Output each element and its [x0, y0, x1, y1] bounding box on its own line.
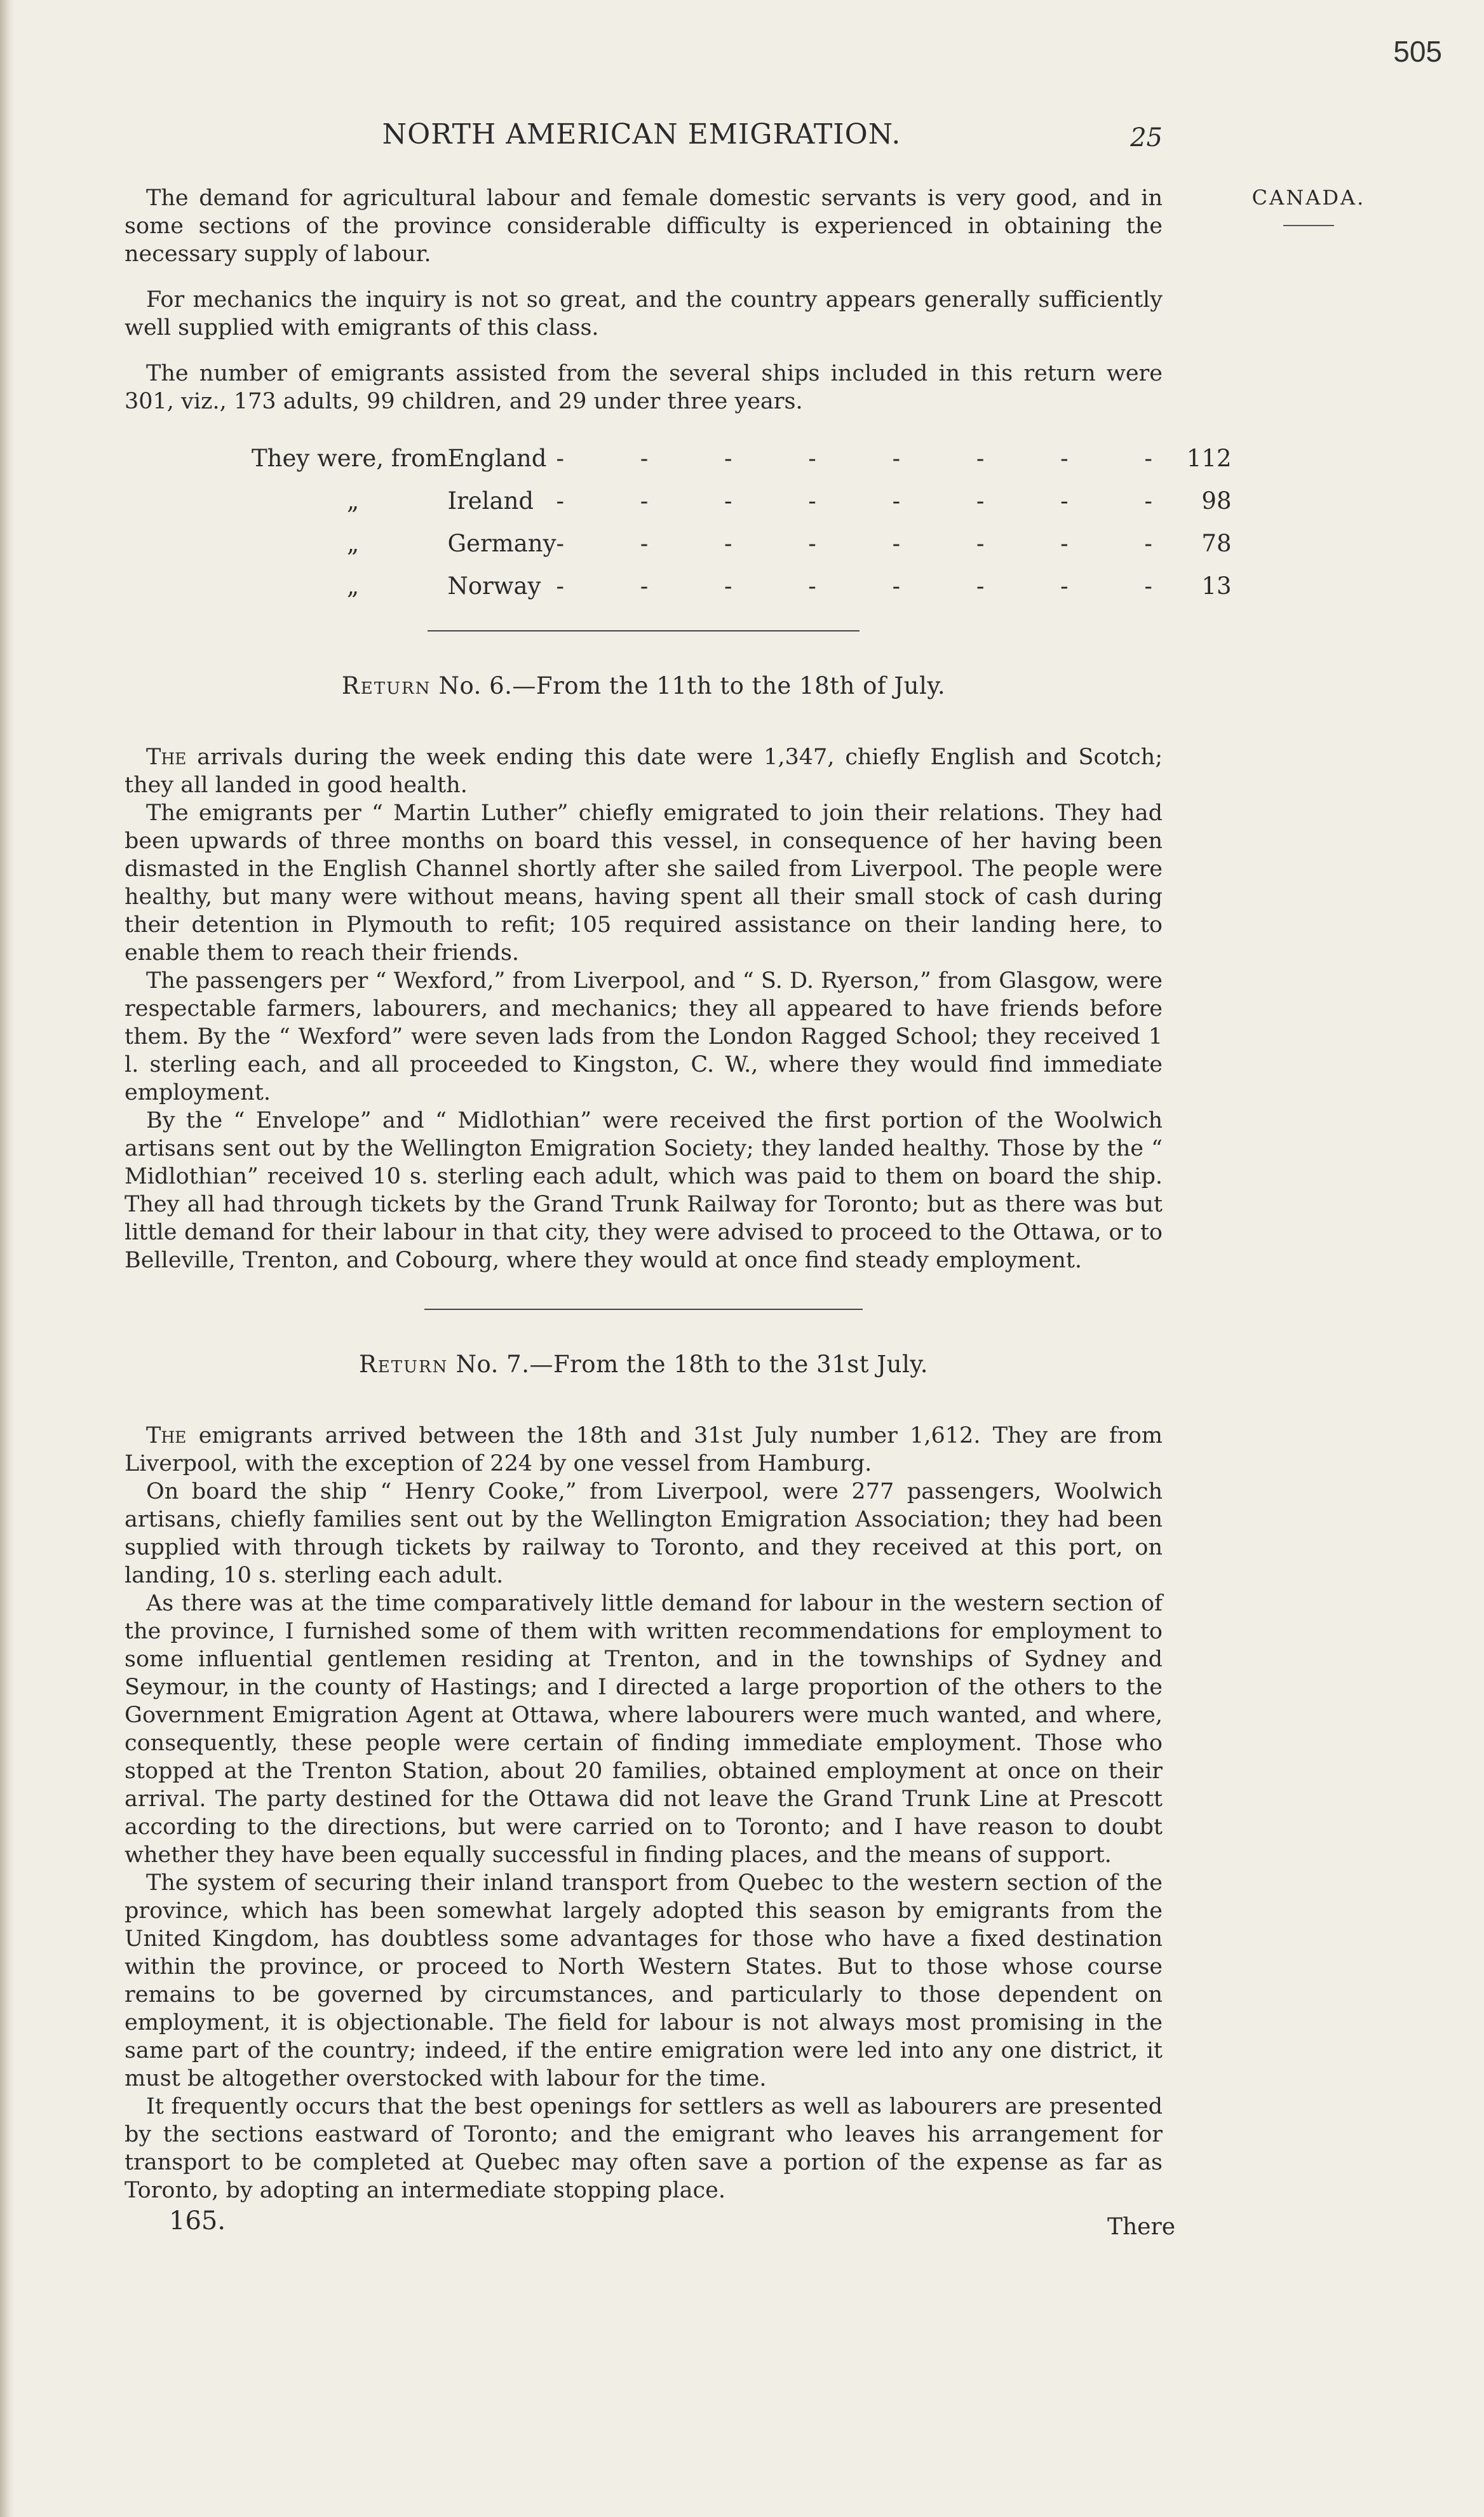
margin-note — [1213, 186, 1404, 226]
return-7-paragraph: As there was at the time comparatively little demand for labour in the western section of the province, I furnished some of them with written recommendations for employment to some influential gentlemen residing at Trenton, and in the townships of Sydney and Seymour, in the county of Hastings; and I directed a large proportion of the others to the Government Emigration Agent at Ottawa, where labourers were much wanted, and where, consequently, these people were certain of finding immediate employment. Those who stopped at the Trenton Station, about 20 families, obtained employment at once on their arrival. The party destined for the Ottawa did not leave the Grand Trunk Line at Prescott according to the directions, but were carried on to Toronto; and I have reason to doubt whether they have been equally successful in finding places, and the means of support. — [125, 1591, 1163, 1868]
return-7-paragraph: It frequently occurs that the best openings for settlers as well as labourers are presented by the sections eastward of Toronto; and the emigrant who leaves his arrangement for transport to be completed at Quebec may often save a portion of the expense as far as Toronto, by adopting an intermediate stopping place. — [125, 2094, 1163, 2203]
row-leader-dots: - - - - - - - - — [556, 444, 1187, 472]
opening-word: The — [146, 745, 187, 770]
heading-lead-word: Return — [358, 1351, 449, 1378]
intro-paragraph: The number of emigrants assisted from the several ships included in this return were 301, viz., 173 adults, 99 children, and 29 under three years. — [125, 361, 1163, 414]
return-6-paragraph: By the “ Envelope” and “ Midlothian” were received the first portion of the Woolwich artisans sent out by the Wellington Emigration Society; they landed healthy. Those by the “ Midlothian” received 10 s. sterling each adult, which was paid to them on board the ship. They all had through tickets by the Grand Trunk Railway for Toronto; but as there was but little demand for their labour in that city, they were advised to proceed to the Ottawa, or to Belleville, Trenton, and Cobourg, where they would at once find steady employment. — [125, 1108, 1163, 1273]
return-7-heading — [125, 1351, 1163, 1379]
row-count: 78 — [1201, 529, 1232, 557]
row-leader-dots: - - - - - - - - — [556, 529, 1187, 557]
catchword: There — [1107, 2214, 1175, 2240]
return-6-paragraph: The passengers per “ Wexford,” from Liverpool, and “ S. D. Ryerson,” from Glasgow, were respectable farmers, labourers, and mechanics; they all appeared to have friends before them. By the “ Wexford” were seven lads from the London Ragged School; they received 1 l. sterling each, and all proceeded to Kingston, C. W., where they would find immediate employment. — [125, 968, 1163, 1105]
page-edge-shadow — [0, 0, 14, 2517]
row-count: 98 — [1201, 487, 1232, 515]
return-7-paragraph: On board the ship “ Henry Cooke,” from Liverpool, were 277 passengers, Woolwich artisans, chiefly families sent out by the Wellington Emigration Association; they had been supplied with through tickets by railway to Toronto, and they received at this port, on landing, 10 s. sterling each adult. — [125, 1479, 1163, 1588]
signature-mark: 165. — [169, 2206, 226, 2236]
origin-table — [252, 437, 1232, 607]
page-footer — [125, 2206, 1175, 2245]
table-row — [252, 522, 1232, 565]
row-country: Germany — [447, 529, 556, 557]
opening-sentence: emigrants arrived between the 18th and 31st July number 1,612. They are from Liverpool, with the exception of 224 by one vessel from Hamburg. — [125, 1423, 1163, 1476]
book-page-number: 25 — [1130, 123, 1163, 152]
row-prefix: „ — [347, 572, 360, 600]
intro-paragraph: For mechanics the inquiry is not so great, and the country appears generally sufficiently well supplied with emigrants of this class. — [125, 287, 1163, 341]
section-divider — [424, 1309, 863, 1310]
row-prefix: „ — [347, 529, 360, 557]
heading-text: No. 6.—From the 11th to the 18th of July. — [438, 672, 946, 699]
opening-sentence: arrivals during the week ending this date were 1,347, chiefly English and Scotch; they all landed in good health. — [125, 745, 1163, 798]
heading-lead-word: Return — [341, 672, 431, 699]
table-row — [252, 480, 1232, 522]
margin-note-dash — [1283, 225, 1334, 226]
row-country: England — [447, 444, 547, 472]
margin-note-label: CANADA. — [1251, 186, 1366, 210]
row-leader-dots: - - - - - - - - — [556, 572, 1187, 600]
archive-page-number: 505 — [1393, 35, 1442, 68]
row-count: 112 — [1186, 444, 1232, 472]
heading-text: No. 7.—From the 18th to the 31st July. — [455, 1351, 929, 1378]
running-title: NORTH AMERICAN EMIGRATION. — [382, 118, 901, 151]
opening-word: The — [146, 1423, 187, 1448]
return-6-paragraph — [125, 743, 1163, 799]
return-6-heading — [125, 672, 1163, 700]
row-prefix: They were, from — [252, 444, 448, 472]
section-divider — [428, 630, 860, 631]
row-prefix: „ — [347, 487, 360, 515]
return-7-paragraph: The system of securing their inland transport from Quebec to the western section of the province, which has been somewhat largely adopted this season by emigrants from the United Kingdom, has doubtless some advantages for those who have a fixed destination within the province, or proceed to North Western States. But to those whose course remains to be governed by circumstances, and particularly to those dependent on employment, it is objectionable. The field for labour is not always most promising in the same part of the country; indeed, if the entire emigration were led into any one district, it must be altogether overstocked with labour for the time. — [125, 1870, 1163, 2091]
row-count: 13 — [1201, 572, 1232, 600]
row-country: Ireland — [447, 487, 534, 515]
table-row — [252, 565, 1232, 607]
body-text — [125, 184, 1232, 2245]
row-leader-dots: - - - - - - - - — [556, 487, 1187, 515]
row-country: Norway — [447, 572, 541, 600]
return-7-paragraph — [125, 1422, 1163, 1478]
return-6-paragraph: The emigrants per “ Martin Luther” chiefly emigrated to join their relations. They had been upwards of three months on board this vessel, in consequence of her having been dismasted in the English Channel shortly after she sailed from Liverpool. The people were healthy, but many were without means, having spent all their small stock of cash during their detention in Plymouth to refit; 105 required assistance on their landing here, to enable them to reach their friends. — [125, 800, 1163, 966]
table-row — [252, 437, 1232, 480]
intro-paragraph: The demand for agricultural labour and female domestic servants is very good, and in some sections of the province considerable difficulty is experienced in obtaining the necessary supply of labour. — [125, 186, 1163, 267]
running-header — [121, 118, 1163, 156]
